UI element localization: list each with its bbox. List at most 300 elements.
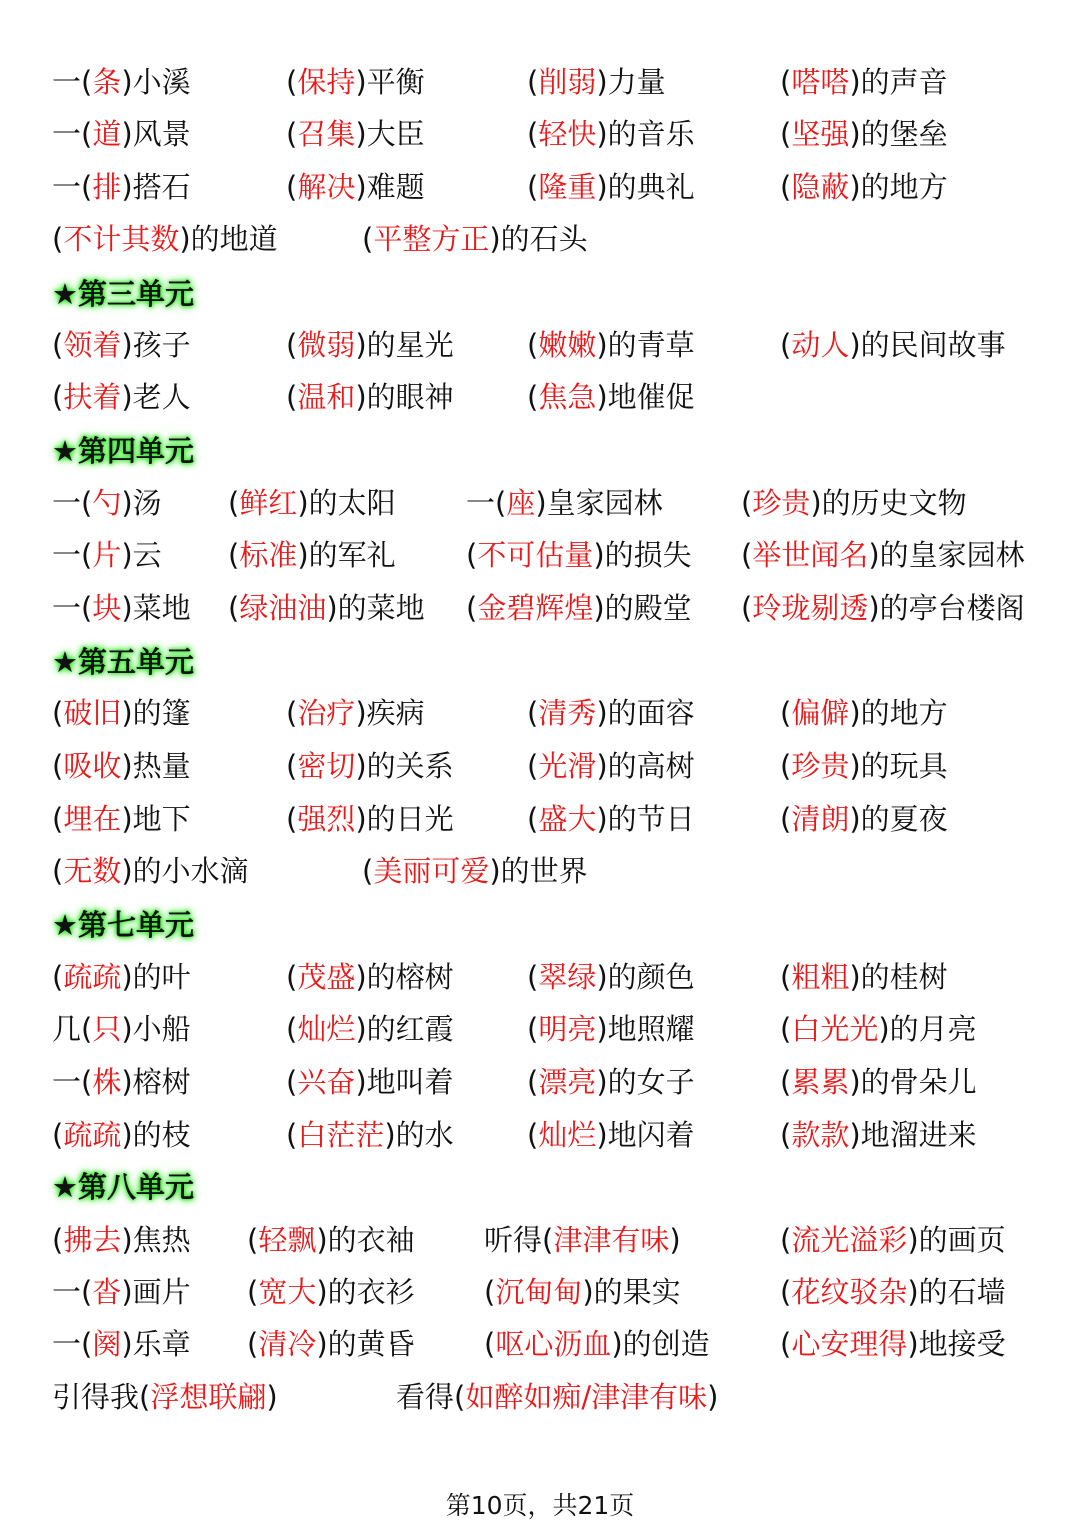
phrase-prefix: (: [780, 1223, 792, 1257]
phrase-item: [527, 1109, 695, 1161]
phrase-item: [780, 740, 948, 792]
answer-text: 举世闻名: [752, 538, 869, 572]
phrase-item: [780, 1003, 977, 1055]
answer-text: 茂盛: [297, 960, 356, 994]
answer-text: 破旧: [63, 696, 122, 730]
phrase-item: [247, 1266, 415, 1318]
answer-text: 珍贵: [752, 486, 811, 520]
phrase-item: [527, 319, 695, 371]
phrase-prefix: (: [527, 1118, 539, 1152]
phrase-suffix: )地溜进来: [849, 1118, 977, 1152]
answer-text: 治疗: [297, 696, 356, 730]
phrase-suffix: )的亭台楼阁: [868, 591, 1025, 625]
phrase-prefix: (: [52, 1118, 64, 1152]
phrase-item: [741, 529, 1025, 581]
phrase-suffix: )的太阳: [297, 486, 396, 520]
phrase-suffix: )的民间故事: [849, 328, 1006, 362]
phrase-prefix: (: [780, 960, 792, 994]
phrase-suffix: ): [266, 1380, 278, 1414]
phrase-item: [286, 740, 454, 792]
phrase-prefix: (: [780, 749, 792, 783]
answer-text: 坚强: [791, 117, 850, 151]
phrase-prefix: 一(: [52, 170, 93, 204]
phrase-item: [780, 319, 1006, 371]
answer-text: 埋在: [63, 802, 122, 836]
phrase-prefix: (: [484, 1327, 496, 1361]
phrase-suffix: )的枝: [121, 1118, 191, 1152]
answer-text: 座: [506, 486, 536, 520]
answer-text: 排: [92, 170, 122, 204]
answer-text: 沓: [92, 1275, 122, 1309]
phrase-prefix: (: [286, 1118, 298, 1152]
phrase-item: [52, 845, 249, 897]
phrase-item: [780, 56, 948, 108]
phrase-item: [780, 1109, 977, 1161]
phrase-row: [0, 740, 1080, 792]
phrase-prefix: (: [286, 117, 298, 151]
phrase-suffix: )搭石: [121, 170, 191, 204]
phrase-suffix: )地闪着: [596, 1118, 695, 1152]
phrase-suffix: )的女子: [596, 1065, 695, 1099]
answer-text: 密切: [297, 749, 356, 783]
phrase-row: [0, 1266, 1080, 1318]
answer-text: 隆重: [538, 170, 597, 204]
answer-text: 翠绿: [538, 960, 597, 994]
answer-text: 明亮: [538, 1012, 597, 1046]
phrase-suffix: )的历史文物: [810, 486, 967, 520]
phrase-item: [286, 319, 454, 371]
phrase-prefix: (: [527, 960, 539, 994]
phrase-row: [0, 951, 1080, 1003]
phrase-suffix: )的节日: [596, 802, 695, 836]
phrase-suffix: )地接受: [907, 1327, 1006, 1361]
answer-text: 株: [92, 1065, 122, 1099]
answer-text: 兴奋: [297, 1065, 356, 1099]
answer-text: 不计其数: [63, 222, 180, 256]
phrase-item: [52, 1266, 191, 1318]
phrase-prefix: (: [527, 749, 539, 783]
phrase-item: [527, 740, 695, 792]
phrase-item: [527, 687, 695, 739]
phrase-suffix: )的水: [384, 1118, 454, 1152]
phrase-suffix: )的地方: [849, 696, 948, 730]
phrase-item: [527, 1056, 695, 1108]
phrase-prefix: (: [527, 380, 539, 414]
phrase-suffix: )的地方: [849, 170, 948, 204]
phrase-row: [0, 1214, 1080, 1266]
phrase-prefix: (: [780, 117, 792, 151]
phrase-suffix: )的眼神: [355, 380, 454, 414]
phrase-prefix: 引得我(: [52, 1380, 151, 1414]
phrase-item: [52, 56, 191, 108]
phrase-suffix: )的果实: [582, 1275, 681, 1309]
phrase-item: [52, 740, 191, 792]
answer-text: 鲜红: [239, 486, 298, 520]
phrase-row: [0, 56, 1080, 108]
answer-text: 呕心沥血: [495, 1327, 612, 1361]
answer-text: 吸收: [63, 749, 122, 783]
phrase-suffix: )的殿堂: [593, 591, 692, 625]
phrase-prefix: (: [780, 328, 792, 362]
phrase-suffix: )的石头: [489, 222, 588, 256]
answer-text: 盛大: [538, 802, 597, 836]
answer-text: 削弱: [538, 65, 597, 99]
phrase-item: [780, 1214, 1006, 1266]
phrase-item: [52, 1371, 278, 1423]
phrase-item: [286, 371, 454, 423]
unit-heading: ★第三单元: [52, 277, 194, 311]
answer-text: 白茫茫: [297, 1118, 385, 1152]
phrase-item: [52, 161, 191, 213]
phrase-suffix: )的玩具: [849, 749, 948, 783]
phrase-item: [286, 1003, 454, 1055]
phrase-item: [52, 582, 191, 634]
phrase-suffix: )的地道: [179, 222, 278, 256]
phrase-suffix: )的月亮: [878, 1012, 977, 1046]
phrase-item: [52, 371, 191, 423]
phrase-prefix: 听得(: [484, 1223, 554, 1257]
phrase-item: [286, 161, 425, 213]
phrase-item: [52, 477, 162, 529]
phrase-item: [780, 687, 948, 739]
phrase-item: [52, 1003, 191, 1055]
phrase-row: [0, 319, 1080, 371]
phrase-item: [286, 1109, 454, 1161]
answer-text: 平整方正: [373, 222, 490, 256]
phrase-item: [52, 951, 191, 1003]
phrase-prefix: (: [527, 65, 539, 99]
phrase-prefix: (: [780, 802, 792, 836]
phrase-item: [484, 1266, 681, 1318]
phrase-suffix: )焦热: [121, 1223, 191, 1257]
phrase-suffix: )地催促: [596, 380, 695, 414]
phrase-prefix: (: [52, 960, 64, 994]
phrase-row: [0, 1056, 1080, 1108]
unit-heading: ★第七单元: [52, 908, 194, 942]
phrase-item: [52, 319, 191, 371]
answer-text: 清秀: [538, 696, 597, 730]
phrase-prefix: (: [52, 380, 64, 414]
answer-text: 绿油油: [239, 591, 327, 625]
answer-text: 心安理得: [791, 1327, 908, 1361]
answer-text: 轻快: [538, 117, 597, 151]
phrase-item: [247, 1214, 415, 1266]
phrase-item: [527, 56, 666, 108]
page-footer: 第10页，共21页: [445, 1491, 635, 1520]
phrase-prefix: (: [466, 591, 478, 625]
phrase-prefix: (: [527, 1012, 539, 1046]
answer-text: 灿烂: [297, 1012, 356, 1046]
phrase-suffix: )的叶: [121, 960, 191, 994]
phrase-suffix: )乐章: [121, 1327, 191, 1361]
phrase-item: [228, 477, 396, 529]
answer-text: 领着: [63, 328, 122, 362]
phrase-suffix: )地叫着: [355, 1065, 454, 1099]
phrase-prefix: (: [52, 222, 64, 256]
phrase-suffix: )的星光: [355, 328, 454, 362]
phrase-row: [0, 1109, 1080, 1161]
phrase-item: [362, 213, 588, 265]
phrase-prefix: (: [286, 380, 298, 414]
answer-text: 扶着: [63, 380, 122, 414]
phrase-suffix: )的榕树: [355, 960, 454, 994]
answer-text: 温和: [297, 380, 356, 414]
phrase-prefix: (: [780, 65, 792, 99]
phrase-suffix: )的骨朵儿: [849, 1065, 977, 1099]
unit-heading: ★第八单元: [52, 1170, 194, 1204]
answer-text: 片: [92, 538, 122, 572]
phrase-suffix: )小船: [121, 1012, 191, 1046]
phrase-suffix: ): [707, 1380, 719, 1414]
phrase-prefix: (: [741, 591, 753, 625]
phrase-row: [0, 1371, 1080, 1423]
phrase-prefix: (: [286, 696, 298, 730]
phrase-prefix: (: [286, 1065, 298, 1099]
answer-text: 珍贵: [791, 749, 850, 783]
phrase-prefix: (: [466, 538, 478, 572]
phrase-item: [52, 529, 162, 581]
phrase-item: [780, 951, 948, 1003]
phrase-row: [0, 161, 1080, 213]
phrase-prefix: 一(: [52, 538, 93, 572]
answer-text: 嫩嫩: [538, 328, 597, 362]
phrase-row: [0, 1003, 1080, 1055]
phrase-suffix: )大臣: [355, 117, 425, 151]
phrase-prefix: (: [527, 802, 539, 836]
phrase-prefix: (: [741, 538, 753, 572]
phrase-prefix: 一(: [466, 486, 507, 520]
phrase-item: [247, 1318, 415, 1370]
phrase-row: [0, 529, 1080, 581]
answer-text: 嗒嗒: [791, 65, 850, 99]
answer-text: 微弱: [297, 328, 356, 362]
phrase-item: [466, 477, 663, 529]
phrase-prefix: (: [362, 854, 374, 888]
answer-text: 累累: [791, 1065, 850, 1099]
answer-text: 块: [92, 591, 122, 625]
phrase-item: [527, 371, 695, 423]
phrase-item: [780, 161, 948, 213]
phrase-item: [286, 108, 425, 160]
answer-text: 勺: [92, 486, 122, 520]
phrase-item: [52, 1318, 191, 1370]
phrase-prefix: (: [247, 1327, 259, 1361]
phrase-item: [484, 1318, 710, 1370]
phrase-item: [396, 1371, 718, 1423]
phrase-prefix: (: [527, 170, 539, 204]
answer-text: 隐蔽: [791, 170, 850, 204]
phrase-suffix: )的夏夜: [849, 802, 948, 836]
answer-text: 焦急: [538, 380, 597, 414]
phrase-prefix: (: [484, 1275, 496, 1309]
answer-text: 沉甸甸: [495, 1275, 583, 1309]
phrase-row: [0, 845, 1080, 897]
phrase-prefix: (: [527, 1065, 539, 1099]
phrase-item: [52, 1214, 191, 1266]
answer-text: 美丽可爱: [373, 854, 490, 888]
phrase-item: [286, 951, 454, 1003]
phrase-prefix: (: [286, 65, 298, 99]
phrase-item: [780, 1318, 1006, 1370]
phrase-suffix: )菜地: [121, 591, 191, 625]
phrase-prefix: 看得(: [396, 1380, 466, 1414]
phrase-suffix: ): [669, 1223, 681, 1257]
phrase-suffix: )的画页: [907, 1223, 1006, 1257]
phrase-suffix: )皇家园林: [535, 486, 663, 520]
phrase-item: [52, 1056, 191, 1108]
phrase-suffix: )力量: [596, 65, 666, 99]
answer-text: 清朗: [791, 802, 850, 836]
phrase-item: [741, 582, 1025, 634]
answer-text: 无数: [63, 854, 122, 888]
answer-text: 如醉如痴/津津有味: [465, 1380, 708, 1414]
answer-text: 条: [92, 65, 122, 99]
phrase-suffix: )小溪: [121, 65, 191, 99]
answer-text: 清冷: [258, 1327, 317, 1361]
phrase-suffix: )的红霞: [355, 1012, 454, 1046]
phrase-prefix: (: [228, 538, 240, 572]
answer-text: 只: [92, 1012, 122, 1046]
answer-text: 解决: [297, 170, 356, 204]
phrase-suffix: )的皇家园林: [868, 538, 1025, 572]
phrase-prefix: (: [527, 117, 539, 151]
answer-text: 白光光: [791, 1012, 879, 1046]
phrase-suffix: )的损失: [593, 538, 692, 572]
phrase-item: [780, 1056, 977, 1108]
phrase-suffix: )的衣衫: [316, 1275, 415, 1309]
phrase-item: [52, 108, 191, 160]
phrase-prefix: 一(: [52, 117, 93, 151]
unit-heading: ★第四单元: [52, 434, 194, 468]
phrase-suffix: )云: [121, 538, 162, 572]
phrase-prefix: (: [527, 328, 539, 362]
phrase-prefix: (: [247, 1223, 259, 1257]
phrase-prefix: (: [286, 749, 298, 783]
phrase-item: [527, 793, 695, 845]
phrase-suffix: )的青草: [596, 328, 695, 362]
answer-text: 轻飘: [258, 1223, 317, 1257]
answer-text: 宽大: [258, 1275, 317, 1309]
answer-text: 道: [92, 117, 122, 151]
answer-text: 不可估量: [477, 538, 594, 572]
phrase-prefix: (: [52, 749, 64, 783]
phrase-item: [484, 1214, 681, 1266]
phrase-prefix: 一(: [52, 65, 93, 99]
phrase-suffix: )孩子: [121, 328, 191, 362]
phrase-prefix: 一(: [52, 1275, 93, 1309]
phrase-item: [286, 1056, 454, 1108]
phrase-prefix: (: [780, 1012, 792, 1046]
phrase-suffix: )的面容: [596, 696, 695, 730]
answer-text: 拂去: [63, 1223, 122, 1257]
phrase-suffix: )汤: [121, 486, 162, 520]
phrase-item: [780, 793, 948, 845]
phrase-item: [286, 56, 425, 108]
answer-text: 金碧辉煌: [477, 591, 594, 625]
phrase-prefix: (: [780, 1118, 792, 1152]
phrase-suffix: )的声音: [849, 65, 948, 99]
answer-text: 召集: [297, 117, 356, 151]
phrase-prefix: (: [52, 696, 64, 730]
phrase-suffix: )的石墙: [907, 1275, 1006, 1309]
phrase-item: [52, 687, 191, 739]
phrase-prefix: (: [228, 591, 240, 625]
phrase-prefix: (: [286, 328, 298, 362]
phrase-prefix: (: [741, 486, 753, 520]
phrase-suffix: )的日光: [355, 802, 454, 836]
phrase-item: [286, 687, 425, 739]
phrase-prefix: (: [247, 1275, 259, 1309]
phrase-prefix: (: [286, 1012, 298, 1046]
phrase-prefix: (: [228, 486, 240, 520]
phrase-suffix: )的颜色: [596, 960, 695, 994]
phrase-prefix: (: [52, 1223, 64, 1257]
answer-text: 玲珑剔透: [752, 591, 869, 625]
phrase-row: [0, 213, 1080, 265]
phrase-suffix: )的衣袖: [316, 1223, 415, 1257]
phrase-row: [0, 477, 1080, 529]
phrase-suffix: )榕树: [121, 1065, 191, 1099]
answer-text: 光滑: [538, 749, 597, 783]
phrase-prefix: 一(: [52, 1327, 93, 1361]
answer-text: 漂亮: [538, 1065, 597, 1099]
phrase-row: [0, 371, 1080, 423]
phrase-prefix: (: [780, 1327, 792, 1361]
phrase-item: [466, 529, 692, 581]
unit-heading: ★第五单元: [52, 645, 194, 679]
phrase-suffix: )的菜地: [326, 591, 425, 625]
phrase-suffix: )老人: [121, 380, 191, 414]
answer-text: 阕: [92, 1327, 122, 1361]
phrase-suffix: )的桂树: [849, 960, 948, 994]
answer-text: 流光溢彩: [791, 1223, 908, 1257]
phrase-prefix: (: [780, 170, 792, 204]
phrase-item: [362, 845, 588, 897]
phrase-suffix: )的关系: [355, 749, 454, 783]
answer-text: 动人: [791, 328, 850, 362]
phrase-suffix: )的小水滴: [121, 854, 249, 888]
phrase-item: [527, 161, 695, 213]
phrase-item: [52, 1109, 191, 1161]
phrase-row: [0, 108, 1080, 160]
answer-text: 粗粗: [791, 960, 850, 994]
answer-text: 标准: [239, 538, 298, 572]
phrase-item: [52, 793, 191, 845]
phrase-suffix: )的音乐: [596, 117, 695, 151]
phrase-suffix: )的世界: [489, 854, 588, 888]
phrase-suffix: )的黄昏: [316, 1327, 415, 1361]
phrase-suffix: )画片: [121, 1275, 191, 1309]
phrase-prefix: (: [780, 1065, 792, 1099]
phrase-item: [527, 951, 695, 1003]
phrase-suffix: )地下: [121, 802, 191, 836]
phrase-suffix: )的篷: [121, 696, 191, 730]
phrase-item: [527, 1003, 695, 1055]
phrase-item: [780, 1266, 1006, 1318]
phrase-item: [741, 477, 967, 529]
phrase-prefix: (: [286, 802, 298, 836]
phrase-prefix: (: [362, 222, 374, 256]
phrase-prefix: (: [52, 854, 64, 888]
phrase-item: [228, 582, 425, 634]
phrase-prefix: (: [52, 328, 64, 362]
answer-text: 浮想联翩: [150, 1380, 267, 1414]
phrase-suffix: )地照耀: [596, 1012, 695, 1046]
phrase-suffix: )的典礼: [596, 170, 695, 204]
phrase-prefix: 一(: [52, 591, 93, 625]
answer-text: 保持: [297, 65, 356, 99]
phrase-prefix: (: [286, 960, 298, 994]
